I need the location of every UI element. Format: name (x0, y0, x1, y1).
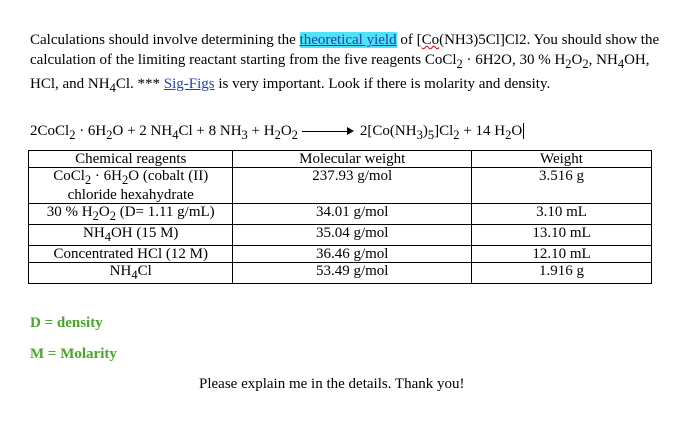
text: (D= 1.11 g/mL) (115, 204, 215, 220)
eq-text: O (511, 123, 523, 139)
table-row (29, 204, 652, 225)
subscript: 4 (109, 81, 116, 95)
eq-text: · 6H (75, 123, 107, 139)
subscript: 2 (69, 128, 76, 142)
text: Calculations should involve determining the (30, 32, 300, 48)
theoretical-yield-link[interactable]: theoretical yield (299, 32, 397, 48)
eq-text: + H (247, 123, 275, 139)
text: O (571, 52, 583, 68)
text: Cl. *** (115, 76, 164, 92)
table-row (29, 263, 652, 284)
table-row (29, 168, 652, 204)
sig-figs-link[interactable]: Sig-Figs (163, 76, 215, 92)
eq-text: 2[Co(NH (359, 123, 417, 139)
subscript: 2 (109, 209, 116, 223)
subscript: 2 (505, 128, 512, 142)
header-molecular-weight: Molecular weight (233, 151, 472, 168)
mw-nh4oh: 35.04 g/mol (233, 225, 472, 246)
text: chloride hexahydrate (67, 187, 194, 203)
reagent-nh4cl (29, 263, 233, 284)
table-row (29, 246, 652, 263)
subscript: 2 (291, 128, 298, 142)
subscript: 2 (274, 128, 281, 142)
eq-text: O (280, 123, 292, 139)
text: is very important. Look if there is molarity and density. (214, 76, 551, 92)
text-cursor (523, 123, 524, 139)
text: of [ (396, 32, 422, 48)
text: OH, HCl, and NH (30, 52, 650, 92)
eq-text: Cl + 8 NH (178, 123, 242, 139)
text: 30 % H (46, 204, 93, 220)
mw-nh4cl: 53.49 g/mol (233, 263, 472, 284)
request-text: Please explain me in the details. Thank you! (199, 376, 465, 392)
text: O (cobalt (II) (128, 168, 209, 184)
subscript: 2 (122, 173, 129, 187)
table-row (29, 225, 652, 246)
subscript: 4 (172, 128, 179, 142)
eq-text: 2CoCl (30, 123, 70, 139)
text: · 6H (91, 168, 122, 184)
weight-nh4cl: 1.916 g (471, 263, 651, 284)
reagent-hcl: Concentrated HCl (12 M) (29, 246, 233, 263)
eq-text: ]Cl (434, 123, 454, 139)
weight-h2o2: 3.10 mL (471, 204, 651, 225)
text: CoCl (53, 168, 85, 184)
text: , NH (588, 52, 618, 68)
text: NH (109, 263, 132, 279)
subscript: 4 (131, 268, 138, 282)
weight-cocl2: 3.516 g (471, 168, 651, 204)
mw-cocl2: 237.93 g/mol (233, 168, 472, 204)
text: NH (83, 225, 105, 241)
header-reagents: Chemical reagents (29, 151, 233, 168)
weight-nh4oh: 13.10 mL (471, 225, 651, 246)
reagent-cocl2 (29, 168, 233, 204)
reaction-equation (30, 121, 670, 145)
legend-density: D = density (30, 315, 103, 331)
subscript: 2 (84, 173, 92, 187)
reagent-h2o2 (29, 204, 233, 225)
subscript: 2 (106, 128, 113, 142)
text: (NH3)5Cl]Cl2. You should show the calculation of the limiting reactant starting from the five reagents CoCl (30, 32, 660, 68)
text: O (98, 204, 110, 220)
eq-text: ) (422, 123, 428, 139)
eq-text: O + 2 NH (112, 123, 173, 139)
subscript: 4 (617, 57, 625, 71)
subscript: 3 (241, 128, 248, 142)
reagent-nh4oh (29, 225, 233, 246)
subscript: 2 (453, 128, 460, 142)
subscript: 5 (427, 128, 435, 142)
text: · 6H2O, 30 % H (462, 52, 566, 68)
subscript: 3 (416, 128, 423, 142)
subscript: 4 (104, 230, 111, 244)
mw-hcl: 36.46 g/mol (233, 246, 472, 263)
text: OH (15 M) (110, 225, 179, 241)
subscript: 2 (565, 57, 572, 71)
instructions-paragraph (30, 30, 662, 98)
subscript: 2 (92, 209, 99, 223)
text: Cl (137, 263, 152, 279)
spellcheck-word: Co (421, 32, 440, 48)
weight-hcl: 12.10 mL (471, 246, 651, 263)
table-header-row (29, 151, 652, 168)
subscript: 2 (582, 57, 589, 71)
mw-h2o2: 34.01 g/mol (233, 204, 472, 225)
reaction-arrow-icon (302, 127, 354, 137)
legend-molarity: M = Molarity (30, 346, 117, 362)
subscript: 2 (456, 57, 463, 71)
header-weight: Weight (471, 151, 651, 168)
eq-text: + 14 H (459, 123, 506, 139)
reagents-table (28, 150, 652, 284)
